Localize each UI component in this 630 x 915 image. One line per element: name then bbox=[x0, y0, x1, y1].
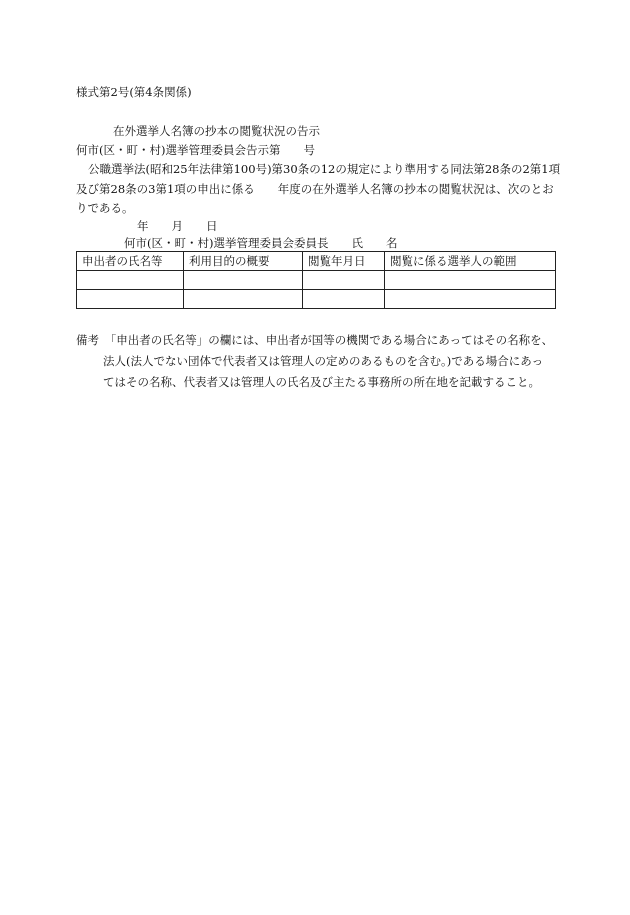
header-voter-scope: 閲覧に係る選挙人の範囲 bbox=[385, 252, 556, 271]
remarks-text: 「申出者の氏名等」の欄には、申出者が国等の機関である場合にあってはその名称を、 bbox=[110, 333, 554, 347]
date-line: 年 月 日 bbox=[137, 219, 218, 233]
header-purpose-summary: 利用目的の概要 bbox=[184, 252, 303, 271]
header-inspection-date: 閲覧年月日 bbox=[303, 252, 385, 271]
inspection-status-table bbox=[76, 251, 556, 309]
table-cell[interactable] bbox=[385, 290, 556, 309]
table-row bbox=[77, 271, 556, 290]
table-cell[interactable] bbox=[184, 271, 303, 290]
body-line-1: 公職選挙法(昭和25年法律第100号)第30条の12の規定により準用する同法第28条の2第1項 bbox=[88, 162, 561, 176]
remarks-label: 備考 bbox=[76, 333, 99, 347]
document-title: 在外選挙人名簿の抄本の閲覧状況の告示 bbox=[113, 124, 320, 138]
table-cell[interactable] bbox=[385, 271, 556, 290]
remarks-line-1 bbox=[76, 330, 576, 351]
body-line-2: 及び第28条の3第1項の申出に係る 年度の在外選挙人名簿の抄本の閲覧状況は、次のとお bbox=[76, 182, 554, 196]
table-cell[interactable] bbox=[77, 290, 184, 309]
table-header-row bbox=[77, 252, 556, 271]
body-line-3: りである。 bbox=[76, 201, 134, 215]
header-applicant-name: 申出者の氏名等 bbox=[77, 252, 184, 271]
notice-number-line: 何市(区・町・村)選挙管理委員会告示第 号 bbox=[76, 143, 315, 157]
signatory: 何市(区・町・村)選挙管理委員会委員長 氏 名 bbox=[124, 236, 398, 250]
remarks-line-2: 法人(法人でない団体で代表者又は管理人の定めのあるものを含む。)である場合にあっ bbox=[103, 354, 544, 368]
table-cell[interactable] bbox=[77, 271, 184, 290]
table-cell[interactable] bbox=[184, 290, 303, 309]
remarks-line-3: てはその名称、代表者又は管理人の氏名及び主たる事務所の所在地を記載すること。 bbox=[103, 375, 540, 389]
remarks bbox=[76, 330, 576, 393]
table-row bbox=[77, 290, 556, 309]
table-cell[interactable] bbox=[303, 271, 385, 290]
table-cell[interactable] bbox=[303, 290, 385, 309]
form-number: 様式第2号(第4条関係) bbox=[76, 85, 192, 99]
